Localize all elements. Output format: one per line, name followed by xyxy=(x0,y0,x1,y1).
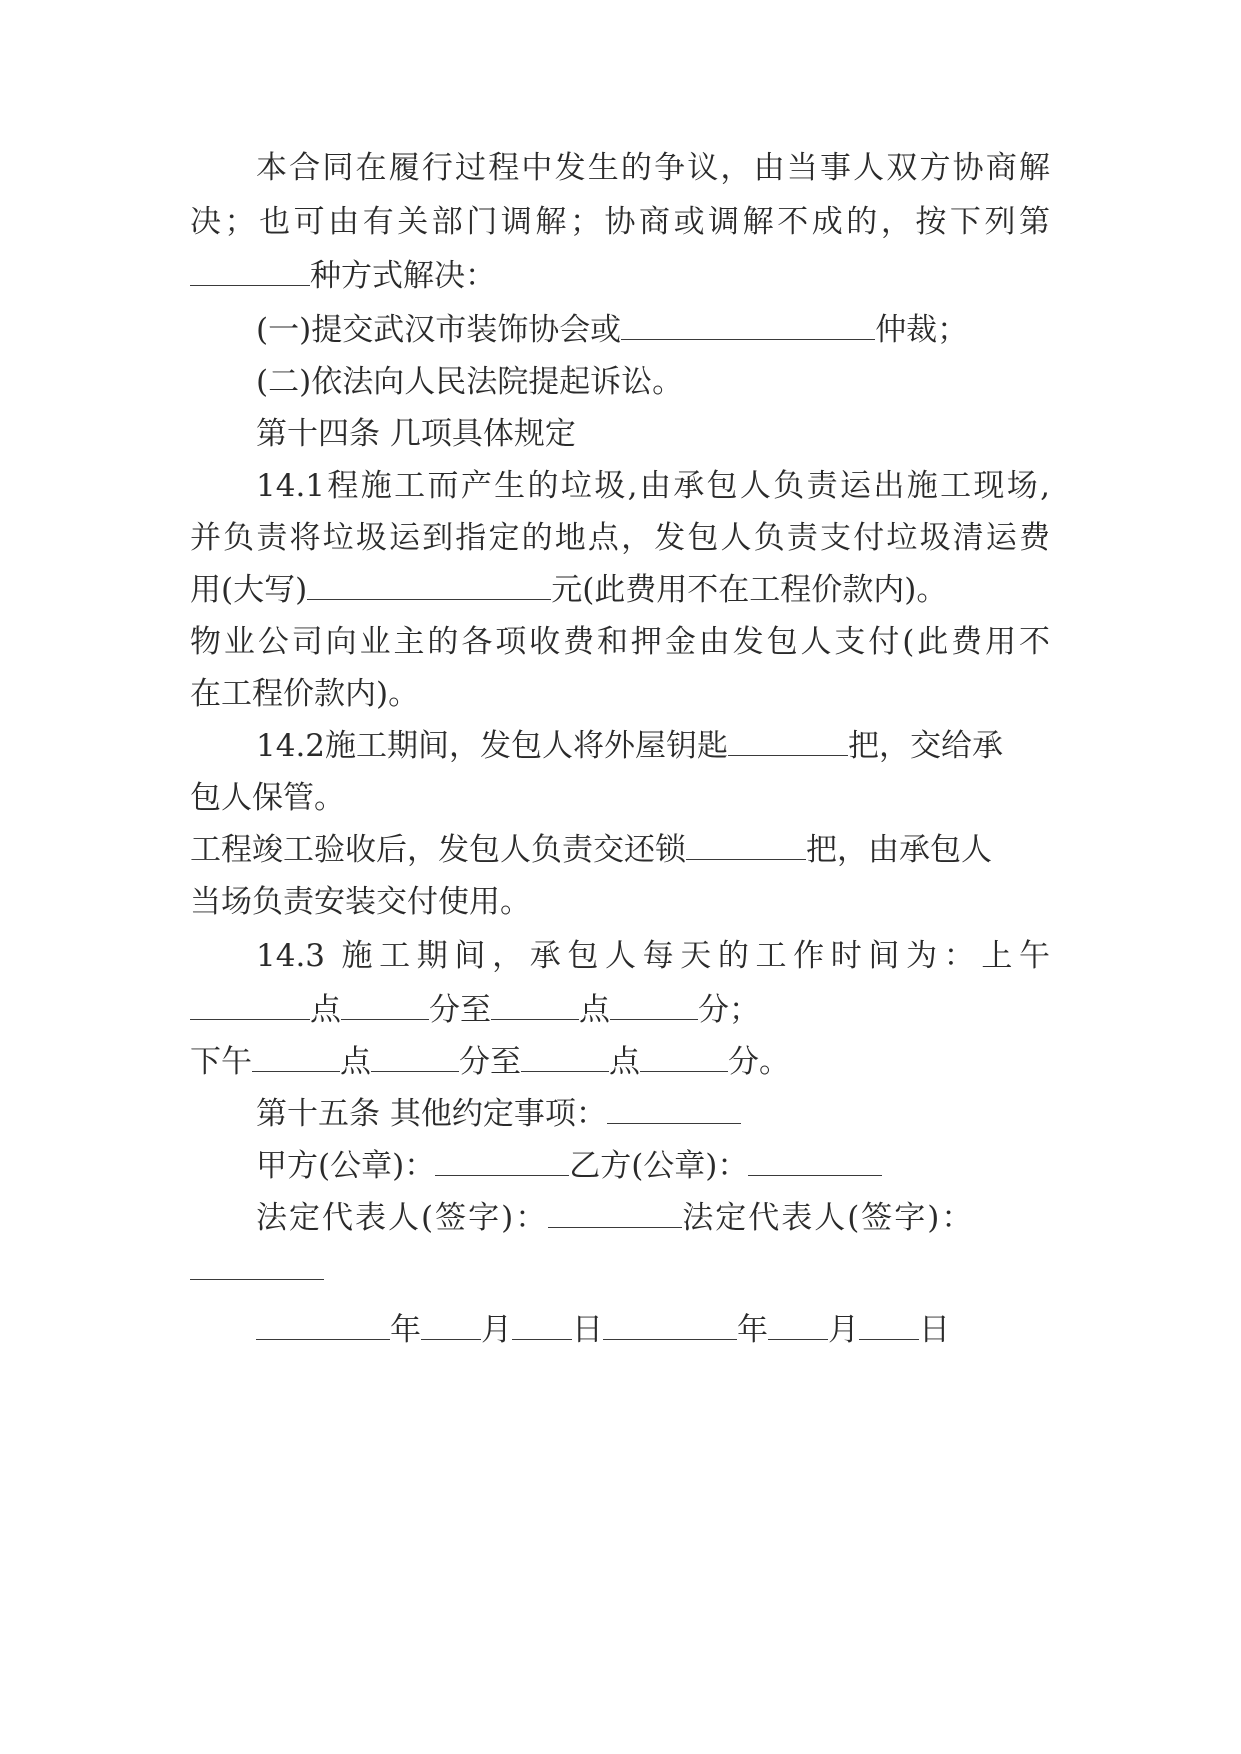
clause-14-2-line-3 xyxy=(190,830,1050,870)
text-rep-a: 法定代表人(签字)： xyxy=(256,1200,549,1236)
text-min: 分。 xyxy=(728,1044,790,1080)
text-pm: 下午 xyxy=(190,1044,252,1080)
blank-arbitration-body xyxy=(621,313,875,340)
text-amount-label: 用(大写) xyxy=(190,572,308,608)
text-party-a: 甲方(公章)： xyxy=(256,1148,436,1184)
text-hour: 点 xyxy=(310,992,341,1028)
clause-14-1-line-4: 物业公司向业主的各项收费和押金由发包人支付(此费用不 xyxy=(190,624,1050,660)
text-locks: 工程竣工验收后，发包人负责交还锁 xyxy=(190,832,686,868)
text-arbitration: (一)提交武汉市装饰协会或 xyxy=(256,312,622,348)
para-dispute-line-1: 本合同在履行过程中发生的争议，由当事人双方协商解 xyxy=(256,150,1050,186)
blank-day-b xyxy=(859,1313,919,1340)
signing-dates xyxy=(256,1310,1050,1350)
article-15 xyxy=(256,1094,1050,1134)
clause-14-2-line-2: 包人保管。 xyxy=(190,780,345,816)
rep-b-sign-line xyxy=(190,1250,1050,1290)
blank-party-a-seal xyxy=(435,1149,569,1176)
text-hour: 点 xyxy=(609,1044,640,1080)
blank-year-b xyxy=(603,1313,737,1340)
text-hour: 点 xyxy=(579,992,610,1028)
blank-other-items xyxy=(607,1097,741,1124)
blank-am-end-hour xyxy=(491,993,579,1020)
text-day: 日 xyxy=(572,1312,603,1348)
blank-pm-start-min xyxy=(371,1045,459,1072)
blank-pm-start-hour xyxy=(252,1045,340,1072)
text-hour: 点 xyxy=(340,1044,371,1080)
blank-rep-b-sign xyxy=(190,1253,324,1280)
text-min-to: 分至 xyxy=(429,992,491,1028)
text-year: 年 xyxy=(737,1312,768,1348)
text-amount-note: 元(此费用不在工程价款内)。 xyxy=(551,572,948,608)
blank-am-start-min xyxy=(341,993,429,1020)
blank-month-b xyxy=(768,1313,828,1340)
text-locks-end: 把，由承包人 xyxy=(806,832,992,868)
text-keys: 14.2施工期间，发包人将外屋钥匙 xyxy=(256,728,729,764)
blank-amount xyxy=(307,573,551,600)
para-dispute-line-2: 决；也可由有关部门调解；协商或调解不成的，按下列第 xyxy=(190,204,1050,240)
legal-representatives xyxy=(256,1198,1050,1238)
blank-am-start-hour xyxy=(190,993,310,1020)
text-method: 种方式解决： xyxy=(310,258,496,294)
text-keys-end: 把，交给承 xyxy=(848,728,1004,764)
clause-14-3-afternoon xyxy=(190,1042,1050,1082)
blank-lock-count xyxy=(686,833,806,860)
option-litigation: (二)依法向人民法院提起诉讼。 xyxy=(256,364,684,400)
blank-month-a xyxy=(421,1313,481,1340)
blank-rep-a-sign xyxy=(548,1201,682,1228)
clause-14-1-line-2: 并负责将垃圾运到指定的地点，发包人负责支付垃圾清运费 xyxy=(190,520,1050,556)
blank-year-a xyxy=(256,1313,390,1340)
clause-14-2-line-4: 当场负责安装交付使用。 xyxy=(190,884,531,920)
clause-14-3-line-1: 14.3 施工期间，承包人每天的工作时间为：上午 xyxy=(256,938,1050,974)
blank-party-b-seal xyxy=(748,1149,882,1176)
blank-day-a xyxy=(512,1313,572,1340)
blank-key-count xyxy=(728,729,848,756)
party-seals xyxy=(256,1146,1050,1186)
option-arbitration xyxy=(256,310,1050,350)
blank-pm-end-min xyxy=(640,1045,728,1072)
blank-pm-end-hour xyxy=(521,1045,609,1072)
text-min-to: 分至 xyxy=(459,1044,521,1080)
text-year: 年 xyxy=(390,1312,421,1348)
clause-14-1-line-5: 在工程价款内)。 xyxy=(190,676,420,712)
text-min: 分； xyxy=(698,992,760,1028)
clause-14-3-morning xyxy=(190,990,1050,1030)
text-arbitration-end: 仲裁； xyxy=(875,312,969,348)
blank-am-end-min xyxy=(610,993,698,1020)
clause-14-1-line-3 xyxy=(190,570,1050,610)
text-rep-b: 法定代表人(签字)： xyxy=(682,1200,975,1236)
clause-14-1-line-1: 14.1程施工而产生的垃圾,由承包人负责运出施工现场, xyxy=(256,468,1050,504)
text-party-b: 乙方(公章)： xyxy=(569,1148,749,1184)
text-other-items: 第十五条 其他约定事项： xyxy=(256,1096,607,1132)
text-month: 月 xyxy=(481,1312,512,1348)
para-dispute-line-3 xyxy=(190,256,1050,296)
article-14-heading: 第十四条 几项具体规定 xyxy=(256,416,576,452)
clause-14-2-line-1 xyxy=(256,726,1050,766)
text-day: 日 xyxy=(919,1312,950,1348)
blank-method-number xyxy=(190,259,310,286)
text-month: 月 xyxy=(828,1312,859,1348)
